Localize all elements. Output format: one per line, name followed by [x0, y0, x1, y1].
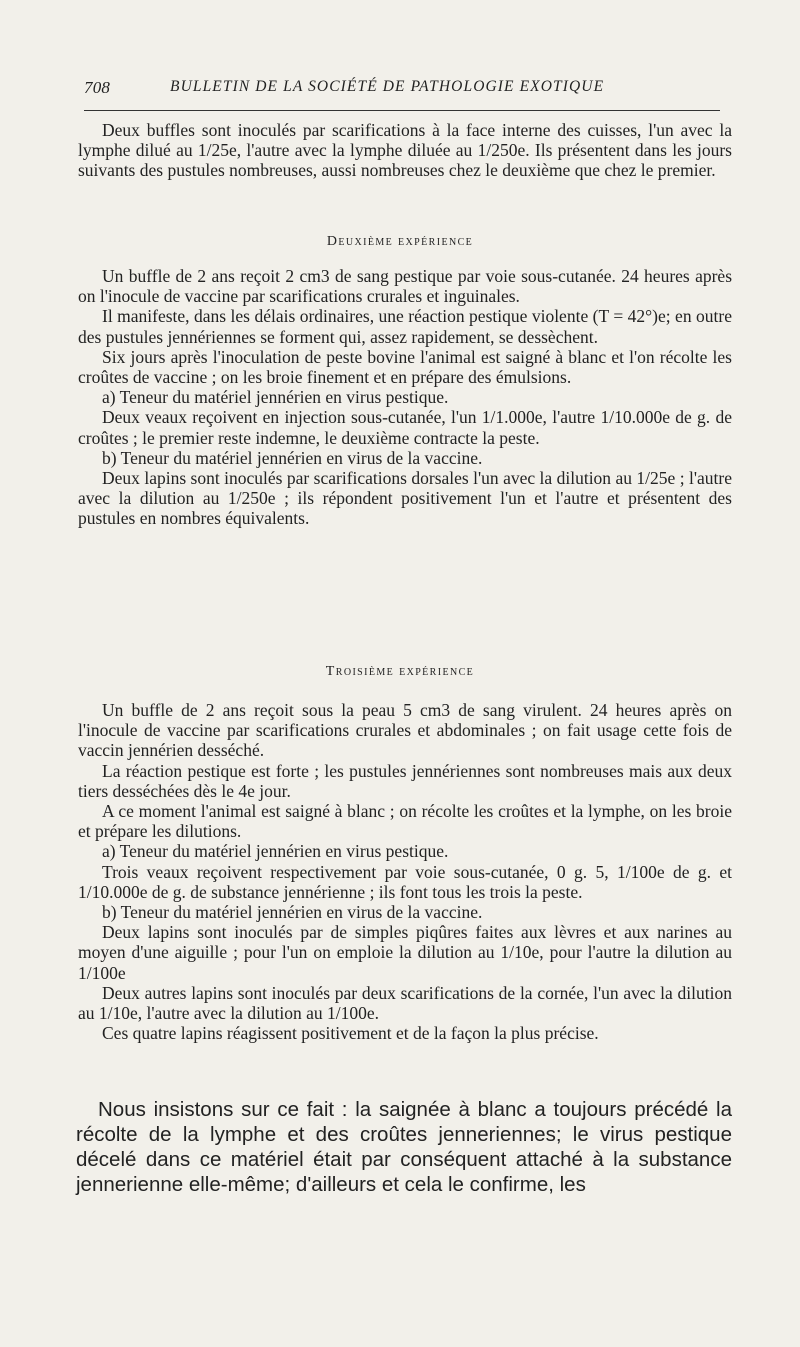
intro-paragraph-block: [78, 120, 732, 181]
section-heading-3: Troisième expérience: [325, 664, 475, 679]
paragraph: Trois veaux reçoivent respectivement par voie sous-cutanée, 0 g. 5, 1/100e de g. et 1/10.000e de g. de substance jennérienne ; ils font tous les trois la peste.: [78, 861, 732, 902]
running-title: BULLETIN DE LA SOCIÉTÉ DE PATHOLOGIE EXOTIQUE: [170, 78, 605, 95]
paragraph: Il manifeste, dans les délais ordinaires, une réaction pestique violente (T = 42°)e; en outre des pustules jennériennes se forment qui, assez rapidement, se dessèchent.: [78, 306, 732, 347]
paragraph: Un buffle de 2 ans reçoit sous la peau 5 cm3 de sang virulent. 24 heures après on l'inocule de vaccine par scarifications crurales et abdominales ; on fait usage cette fois de vaccin jennérien desséché.: [78, 700, 732, 761]
page-header: [84, 78, 720, 102]
paragraph: Ces quatre lapins réagissent positivement et de la façon la plus précise.: [102, 1023, 599, 1044]
subheading-a: a) Teneur du matériel jennérien en virus pestique.: [102, 387, 449, 408]
paragraph: La réaction pestique est forte ; les pustules jennériennes sont nombreuses mais aux deux tiers desséchées dès le 4e jour.: [78, 760, 732, 801]
header-rule: [84, 110, 720, 111]
paragraph: Deux lapins sont inoculés par de simples piqûres faites aux lèvres et aux narines au moyen d'une aiguille ; pour l'un on emploie la dilution au 1/10e, pour l'autre la dilution au 1/100e: [78, 922, 732, 983]
paragraph: Un buffle de 2 ans reçoit 2 cm3 de sang pestique par voie sous-cutanée. 24 heures après on l'inocule de vaccine par scarifications crurales et inguinales.: [78, 266, 732, 307]
paragraph: Deux autres lapins sont inoculés par deux scarifications de la cornée, l'un avec la dilution au 1/10e, l'autre avec la dilution au 1/100e.: [78, 982, 732, 1024]
paragraph: Deux lapins sont inoculés par scarifications dorsales l'un avec la dilution au 1/25e ; l'autre avec la dilution au 1/250e ; ils répondent positivement l'un et l'autre et présentent des pustules en nombres équivalents.: [78, 468, 732, 529]
intro-paragraph: Deux buffles sont inoculés par scarifications à la face interne des cuisses, l'un avec la lymphe dilué au 1/25e, l'autre avec la lymphe diluée au 1/250e. Ils présentent dans les jours suivants des pustules nombreuses, aussi nombreuses chez le deuxième que chez le premier.: [78, 120, 732, 181]
subheading-b: b) Teneur du matériel jennérien en virus de la vaccine.: [102, 902, 483, 923]
paragraph: Six jours après l'inoculation de peste bovine l'animal est saigné à blanc et l'on récolte les croûtes de vaccine ; on les broie finement et en prépare des émulsions.: [78, 346, 732, 388]
subheading-a: a) Teneur du matériel jennérien en virus pestique.: [102, 841, 449, 862]
section-3-body: [78, 700, 732, 1043]
paragraph: Deux veaux reçoivent en injection sous-cutanée, l'un 1/1.000e, l'autre 1/10.000e de g. de croûtes ; le premier reste indemne, le deuxième contracte la peste.: [78, 407, 732, 448]
section-2-body: [78, 266, 732, 529]
section-heading-2: Deuxième expérience: [326, 234, 474, 249]
subheading-b: b) Teneur du matériel jennérien en virus de la vaccine.: [102, 447, 483, 468]
closing-paragraph: Nous insistons sur ce fait : la saignée à blanc a toujours précédé la récolte de la lymphe et des croûtes jenneriennes; le virus pestique décelé dans ce matériel était par conséquent attaché à la substance jennerienne elle-même; d'ailleurs et cela le confirme, les: [76, 1098, 732, 1196]
closing-paragraph-block: [76, 1097, 732, 1197]
page-number: 708: [84, 78, 111, 97]
paragraph: A ce moment l'animal est saigné à blanc ; on récolte les croûtes et la lymphe, on les broie et prépare les dilutions.: [78, 801, 732, 842]
